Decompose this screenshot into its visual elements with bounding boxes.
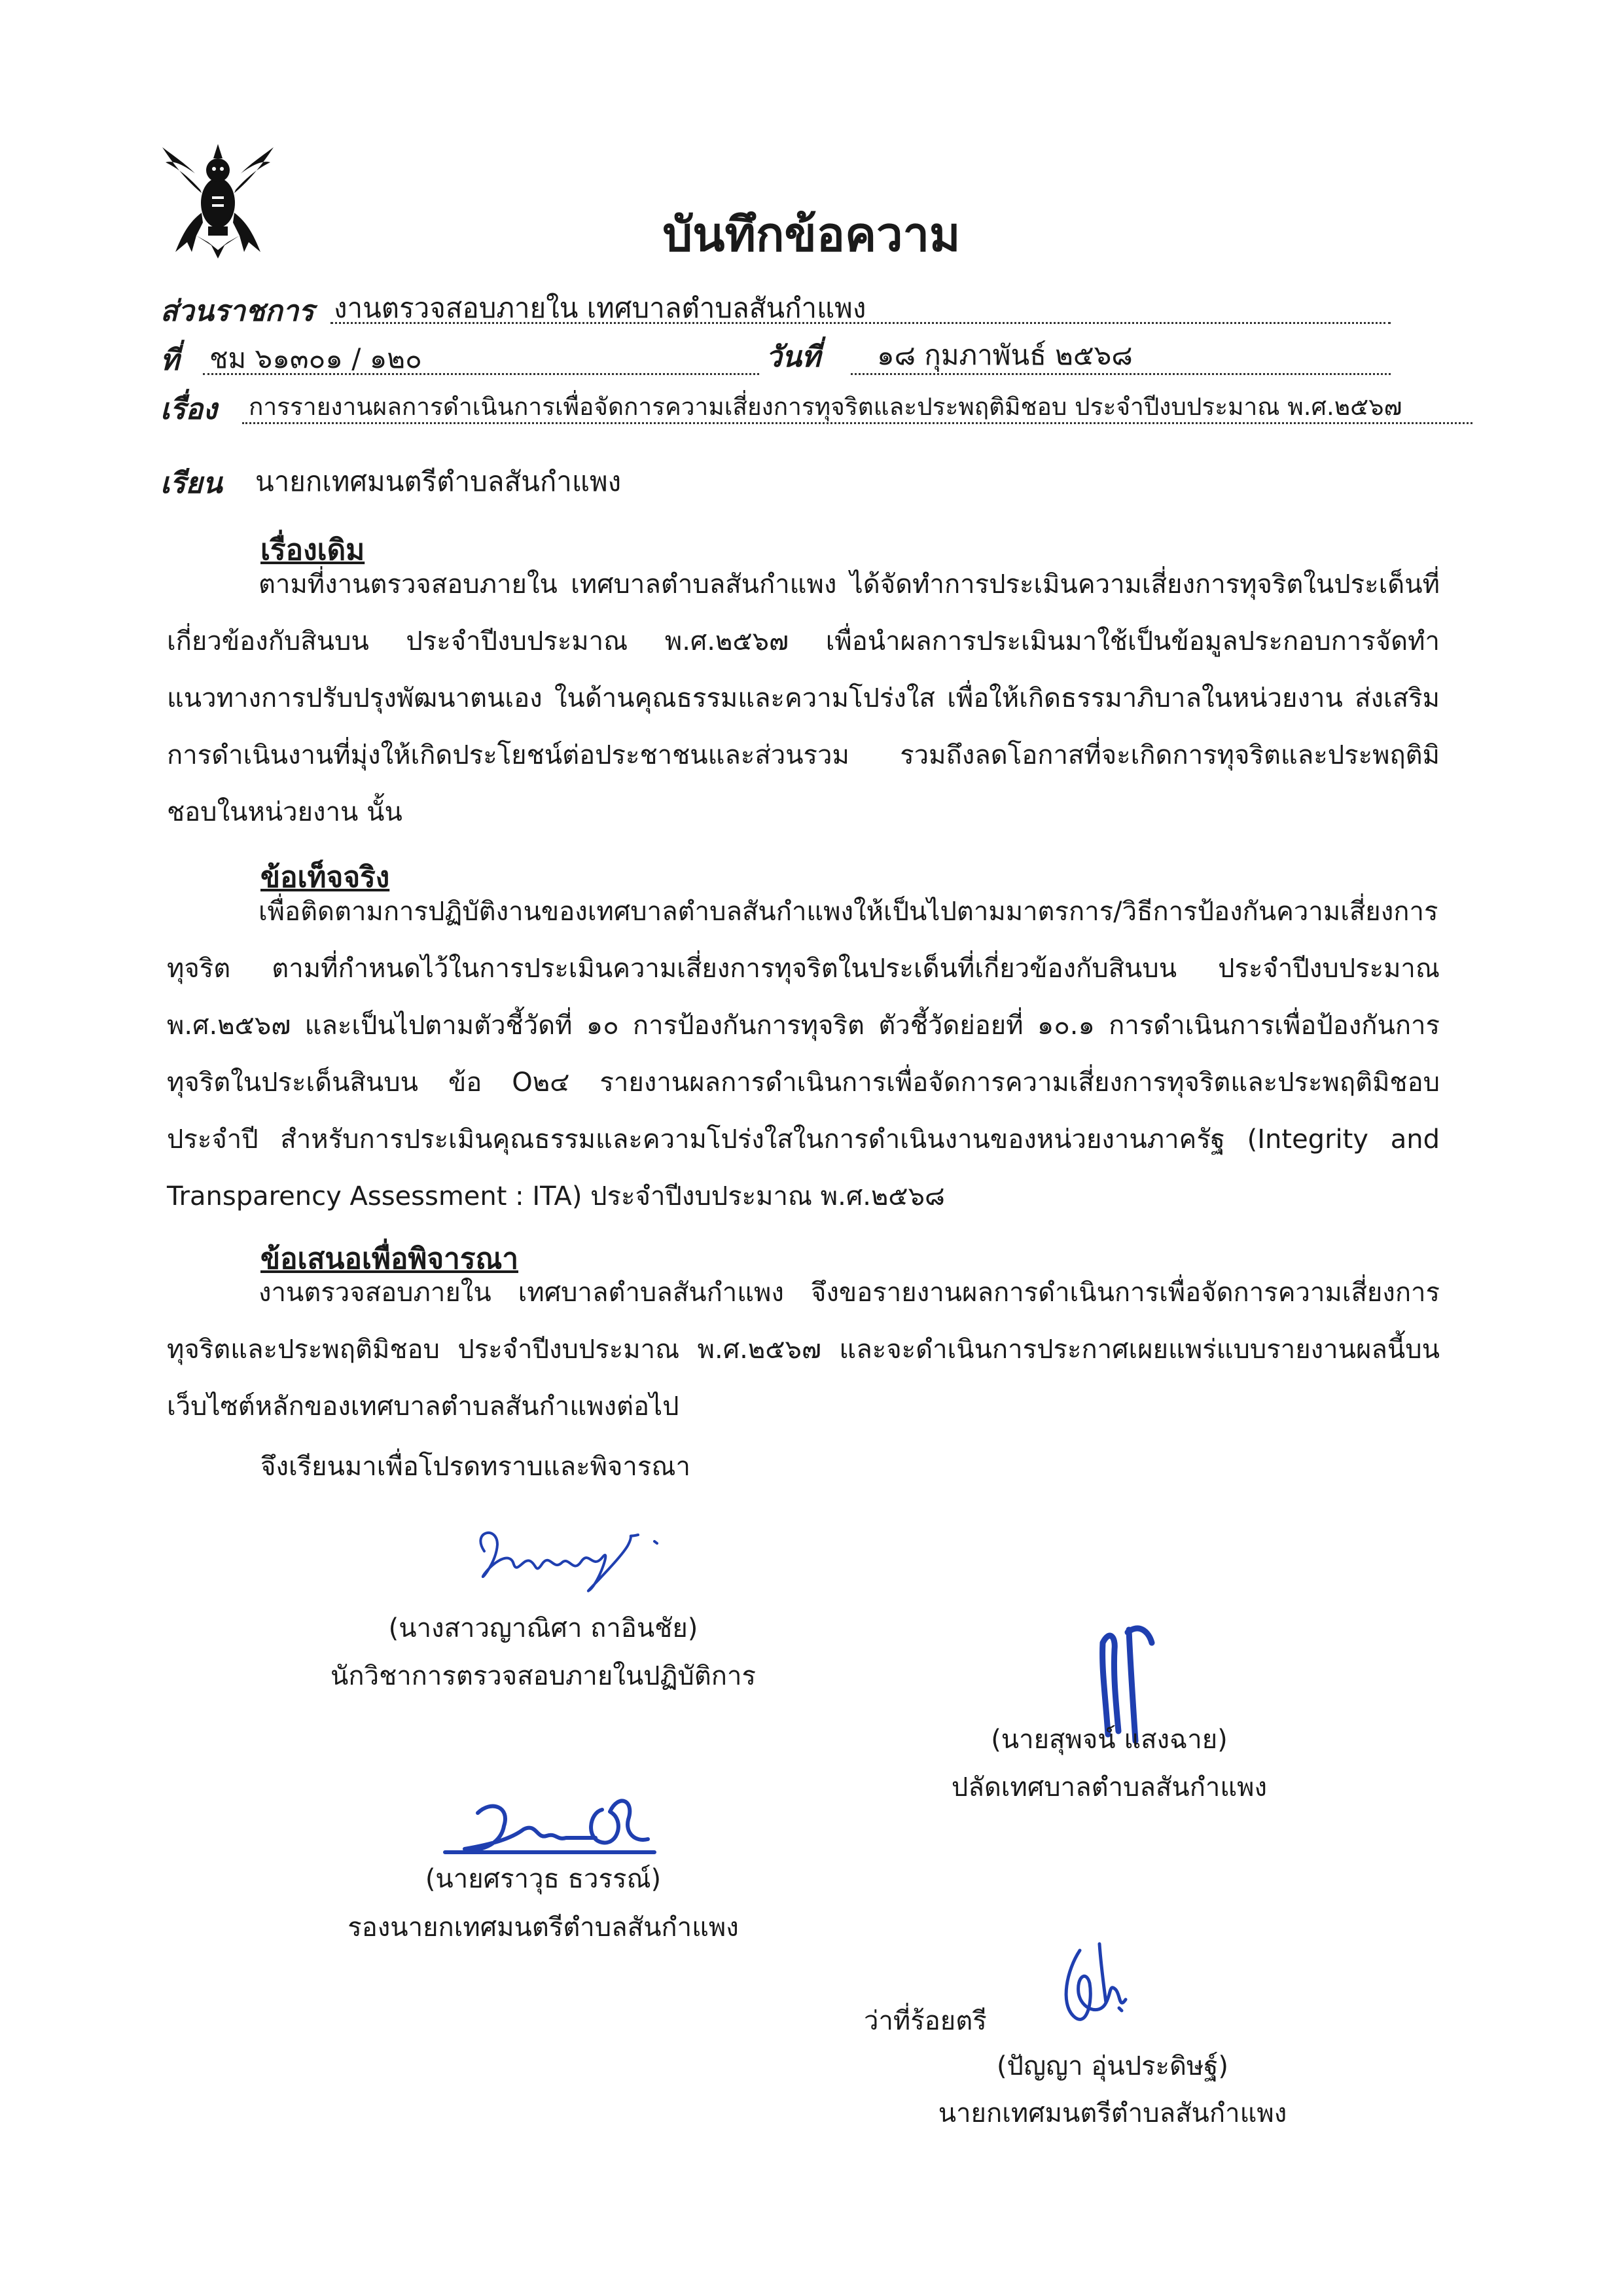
memo-title: บันทึกข้อความ: [662, 207, 961, 262]
proposal-paragraph: [167, 1265, 1440, 1435]
auditor-signature-icon: [458, 1512, 674, 1597]
clerk-name: (นายสุพจน์ แสงฉาย): [991, 1725, 1228, 1755]
date-dotted-line: [851, 373, 1391, 375]
auditor-position: นักวิชาการตรวจสอบภายในปฏิบัติการ: [330, 1661, 756, 1691]
date-label: วันที่: [766, 340, 821, 374]
mayor-name: (ปัญญา อุ่นประดิษฐ์): [996, 2051, 1229, 2081]
proposal-title: ข้อเสนอเพื่อพิจารณา: [260, 1242, 519, 1276]
auditor-name: (นางสาวญาณิศา ถาอินชัย): [388, 1613, 698, 1643]
proposal-text: งานตรวจสอบภายใน เทศบาลตำบลสันกำแพง จึงขอรายงานผลการดำเนินการเพื่อจัดการความเสี่ยงการทุจริตและประพฤติมิชอบ ประจำปีงบประมาณ พ.ศ.๒๕๖๗ และจะดำเนินการประกาศเผยแพร่แบบรายงานผลนี้บนเว็บไซต์หลักของเทศบาลตำบลสันกำแพงต่อไป: [167, 1278, 1440, 1422]
date-value: ๑๘ กุมภาพันธ์ ๒๕๖๘: [877, 339, 1133, 371]
facts-title: ข้อเท็จจริง: [260, 861, 390, 894]
closing-text: จึงเรียนมาเพื่อโปรดทราบและพิจารณา: [260, 1452, 690, 1482]
background-text: ตามที่งานตรวจสอบภายใน เทศบาลตำบลสันกำแพง ได้จัดทำการประเมินความเสี่ยงการทุจริตในประเด็นที่เกี่ยวข้องกับสินบน ประจำปีงบประมาณ พ.ศ.๒๕๖๗ เพื่อนำผลการประเมินมาใช้เป็นข้อมูลประกอบการจัดทำแนวทางการปรับปรุงพัฒนาตนเอง ในด้านคุณธรรมและความโปร่งใส เพื่อให้เกิดธรรมาภิบาลในหน่วยงาน ส่งเสริมการดำเนินงานที่มุ่งให้เกิดประโยชน์ต่อประชาชนและส่วนรวม รวมถึงลดโอกาสที่จะเกิดการทุจริตและประพฤติมิชอบในหน่วยงาน นั้น: [167, 569, 1440, 827]
mayor-signature-icon: [1054, 1931, 1139, 2042]
subject-dotted-line: [242, 422, 1472, 424]
ref-dotted-line: [203, 373, 759, 375]
ref-value: ชม ๖๑๓๐๑ / ๑๒๐: [209, 342, 422, 374]
to-value: นายกเทศมนตรีตำบลสันกำแพง: [255, 465, 622, 497]
ref-label: ที่: [160, 344, 180, 377]
agency-value: งานตรวจสอบภายใน เทศบาลตำบลสันกำแพง: [334, 292, 866, 324]
subject-label: เรื่อง: [160, 393, 217, 426]
mayor-prefix: ว่าที่ร้อยตรี: [864, 2006, 987, 2036]
facts-paragraph: [167, 884, 1440, 1225]
facts-text: เพื่อติดตามการปฏิบัติงานของเทศบาลตำบลสันกำแพงให้เป็นไปตามมาตรการ/วิธีการป้องกันความเสี่ยงการทุจริต ตามที่กำหนดไว้ในการประเมินความเสี่ยงการทุจริตในประเด็นที่เกี่ยวข้องกับสินบน ประจำปีงบประมาณ พ.ศ.๒๕๖๗ และเป็นไปตามตัวชี้วัดที่ ๑๐ การป้องกันการทุจริต ตัวชี้วัดย่อยที่ ๑๐.๑ การดำเนินการเพื่อป้องกันการทุจริตในประเด็นสินบน ข้อ O๒๔ รายงานผลการดำเนินการเพื่อจัดการความเสี่ยงการทุจริตและประพฤติมิชอบประจำปี สำหรับการประเมินคุณธรรมและความโปร่งใสในการดำเนินงานของหน่วยงานภาครัฐ (Integrity and Transparency Assessment : ITA) ประจำปีงบประมาณ พ.ศ.๒๕๖๘: [167, 897, 1440, 1211]
to-label: เรียน: [160, 467, 223, 500]
clerk-position: ปลัดเทศบาลตำบลสันกำแพง: [951, 1772, 1268, 1803]
deputy-name: (นายศราวุธ ธวรรณ์): [425, 1864, 662, 1894]
background-paragraph: [167, 556, 1440, 841]
subject-value: การรายงานผลการดำเนินการเพื่อจัดการความเสี่ยงการทุจริตและประพฤติมิชอบ ประจำปีงบประมาณ พ.ศ.๒๕๖๗: [249, 393, 1402, 421]
agency-dotted-line: [330, 322, 1391, 324]
deputy-position: รองนายกเทศมนตรีตำบลสันกำแพง: [348, 1912, 739, 1943]
mayor-position: นายกเทศมนตรีตำบลสันกำแพง: [938, 2098, 1287, 2128]
agency-label: ส่วนราชการ: [160, 295, 314, 328]
background-title: เรื่องเดิม: [260, 533, 365, 567]
